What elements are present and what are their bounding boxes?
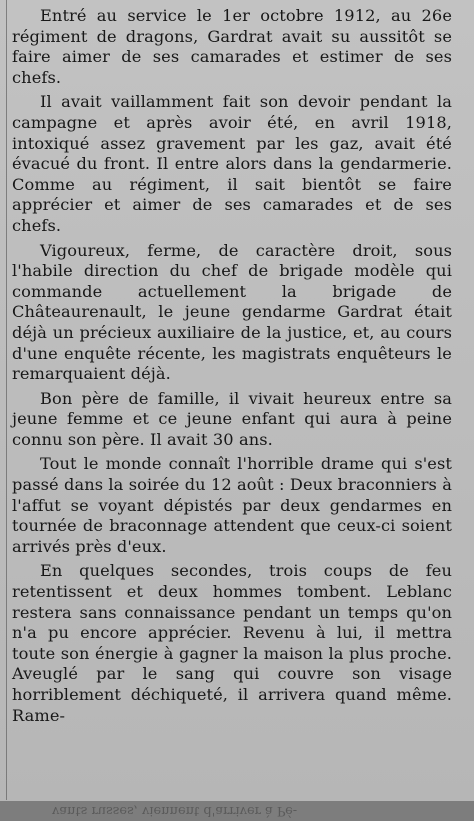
paragraph-character: Vigoureux, ferme, de caractère droit, sous l'habile direction du chef de brigade modèle qui commande actuellement la brigade de Châteaurenault, le jeune gendarme Gardrat était déjà un précieux auxiliaire de la justice, et, au cours d'une enquête récente, les magistrats enquêteurs le remarquaient déjà.	[12, 240, 452, 384]
paragraph-family: Bon père de famille, il vivait heureux entre sa jeune femme et ce jeune enfant qui aura à peine connu son père. Il avait 30 ans.	[12, 388, 452, 449]
paragraph-campaign: Il avait vaillamment fait son devoir pendant la campagne et après avoir été, en avril 1918, intoxiqué assez gravement par les gaz, avait été évacué du front. Il entre alors dans la gendarmerie. Comme au régiment, il sait bientôt se faire apprécier et aimer de ses camarades et de ses chefs.	[12, 92, 452, 235]
paragraph-service: Entré au service le 1er octobre 1912, au 26e régiment de dragons, Gardrat avait su aussitôt se faire aimer de ses camarades et estimer de ses chefs.	[12, 6, 452, 87]
paragraph-shots: En quelques secondes, trois coups de feu retentissent et deux hommes tombent. Leblanc restera sans connaissance pendant un temps qu'on n'a pu encore apprécier. Revenu à lui, il mettra toute son énergie à gagner la maison la plus proche. Aveuglé par le sang qui couvre son visage horriblement déchiqueté, il arrivera quand même. Rame-	[12, 561, 452, 725]
article-column	[12, 6, 452, 730]
paragraph-drama: Tout le monde connaît l'horrible drame qui s'est passé dans la soirée du 12 août : Deux braconniers à l'affut se voyant dépistés par deux gendarmes en tournée de braconnage attendent que ceux-ci soient arrivés près d'eux.	[12, 454, 452, 556]
page-bottom-edge	[0, 801, 474, 821]
column-rule	[6, 0, 7, 800]
bleed-through-text: vants russes, viennent d'arriver à Pé-	[52, 803, 298, 818]
